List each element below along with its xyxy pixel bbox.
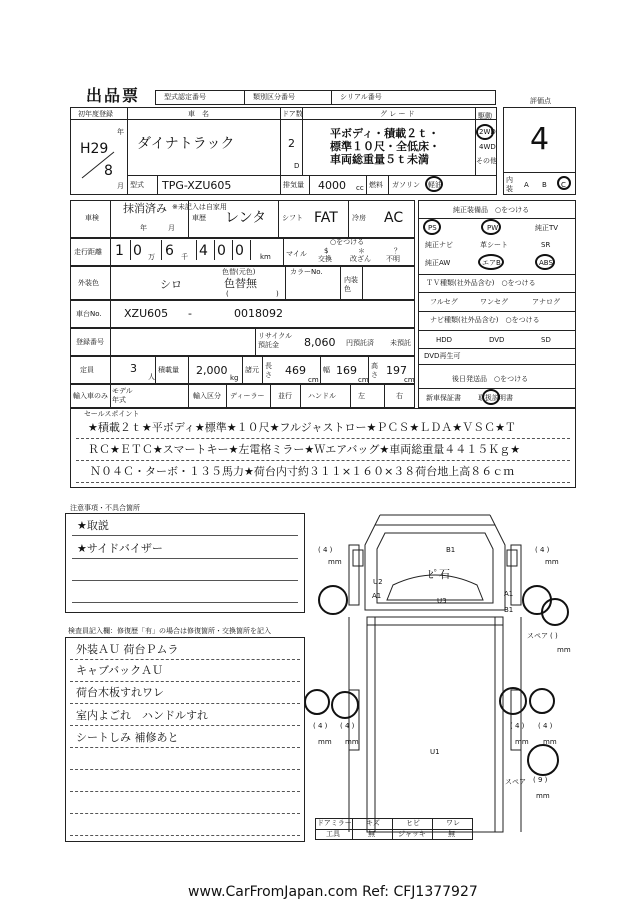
drive-other: その他 [476, 157, 497, 165]
opt-airbag: エアB [482, 259, 501, 267]
odo-digit-5: 0 [217, 243, 226, 259]
diag-b1-right: B1 [504, 606, 514, 614]
reg-label: 登録番号 [76, 338, 104, 346]
sales-line-1: ★積載２ｔ★平ボディ★標準★１０尺★フルジャストロー★ＰＣＳ★ＬＤＡ★ＶＳＣ★Ｔ [88, 421, 516, 434]
handle-label: ハンドル [308, 392, 336, 400]
opt-navi: 純正ナビ [425, 241, 453, 249]
type-num-label: 型式認定番号 [164, 93, 206, 101]
chassis-number: 0018092 [234, 307, 283, 320]
chassis-label: 車台No. [76, 310, 102, 318]
height-unit: cm [404, 376, 415, 384]
shaken-label: 車検 [85, 214, 99, 222]
tire-rl-depth: ( 4 ) [313, 722, 328, 730]
odo-digit-2: 0 [133, 243, 142, 259]
shaken-value: 抹消済み [123, 202, 167, 215]
odo-km: km [260, 253, 271, 261]
tire-fl-mm: mm [328, 558, 342, 566]
diag-b1-top: B1 [446, 546, 456, 554]
first-reg-year: H29 [80, 141, 109, 157]
dims-label: 諸元 [245, 366, 259, 374]
load-unit: kg [230, 374, 239, 382]
diag-u2: U2 [373, 578, 383, 586]
capacity-unit: 人 [148, 373, 155, 381]
diag-a1-left: A1 [372, 592, 382, 600]
sales-points-label: セールスポイント [84, 410, 140, 418]
circle-note: ○をつける [330, 238, 365, 246]
color-value: シロ [160, 278, 182, 291]
shaken-year-unit: 年 [140, 224, 147, 232]
vehicle-name: ダイナトラック [137, 136, 235, 152]
interior-c: C [561, 181, 566, 189]
odo-digit-3: 6 [165, 243, 174, 259]
inspector-item-5: シートしみ 補修あと [76, 731, 179, 744]
tire-rl-mm: mm [318, 738, 332, 746]
grade-label: グ レ ー ド [380, 110, 415, 118]
tv-fullseg: フルセグ [430, 298, 458, 306]
dollar-mark: $ [324, 247, 329, 255]
shift-value: FAT [314, 210, 338, 226]
tv-oneseg: ワンセグ [480, 298, 508, 306]
ac-label: 冷房 [352, 214, 366, 222]
length-unit: cm [308, 376, 319, 384]
mile-label: マイル [286, 250, 307, 258]
odo-man: 万 [148, 253, 155, 261]
legend-h3: ヒビ [406, 819, 420, 827]
opt-tv: 純正TV [535, 224, 559, 232]
tire-rr2-mm: mm [543, 738, 557, 746]
model-year-label: モデル年式 [112, 387, 133, 404]
opt-ps: PS [428, 224, 437, 232]
serial-label: シリアル番号 [340, 93, 382, 101]
inspector-item-1: 外装ＡＵ 荷台Ｐムラ [76, 643, 179, 656]
mileage-label: 走行距離 [74, 248, 102, 256]
tire-rr-mm: mm [515, 738, 529, 746]
drive-label: 駆動 [478, 112, 492, 120]
interior-b: B [542, 181, 547, 189]
dealer-option: ディーラー [230, 392, 265, 400]
spare1-depth: ( ) [550, 632, 558, 640]
opt-sr: SR [541, 241, 551, 249]
legend-h4: ワレ [446, 819, 460, 827]
meter-tamper: 改ざん [350, 255, 371, 263]
notes-title: 注意事項・不具合箇所 [70, 504, 140, 512]
paren-close: ) [276, 290, 279, 298]
navi-type-title: ナビ種類(社外品含む) ○をつける [430, 316, 540, 324]
opt-abs: ABS [539, 259, 553, 267]
history-label: 車歴 [192, 214, 206, 222]
legend-r1: 工具 [326, 830, 340, 838]
load-value: 2,000 [196, 364, 228, 377]
interior-c-circle [557, 176, 571, 190]
grade-line3: 車両総重量５ｔ未満 [330, 153, 429, 166]
handle-left: 左 [358, 392, 365, 400]
load-label: 積載量 [158, 366, 179, 374]
docs-title: 後日発送品 ○をつける [452, 375, 529, 383]
class-num-label: 類別区分番号 [253, 93, 295, 101]
first-reg-label: 初年度登録 [78, 110, 113, 118]
fuel-label: 燃料 [369, 181, 383, 189]
importer-label: 輸入車のみ [73, 392, 108, 400]
drive-2wd: 2WD [479, 128, 496, 136]
rating-box [503, 107, 576, 173]
color-no-label: カラーNo. [290, 268, 323, 276]
width-unit: cm [358, 376, 369, 384]
orig-color-label: 色替(元色) [222, 268, 256, 276]
doc-manual-circle [482, 389, 500, 405]
opt-abs-circle [535, 254, 555, 270]
displacement: 4000 [318, 179, 346, 192]
import-type-label: 輸入区分 [193, 392, 221, 400]
length-value: 469 [285, 364, 306, 377]
name-label: 車 名 [188, 110, 209, 118]
serial-box [331, 90, 496, 105]
model-label: 型式 [130, 181, 144, 189]
diag-pi-ishi: ﾋﾟ石 [428, 568, 450, 581]
legend-h1: ドアミラー [317, 819, 352, 827]
diag-u3: U3 [437, 597, 447, 605]
spare1-label: スペア [527, 632, 548, 640]
tire-rl2-depth: ( 4 ) [340, 722, 355, 730]
footer-url: www.CarFromJapan.com Ref: CFJ1377927 [188, 884, 478, 900]
navi-hdd: HDD [436, 336, 453, 344]
interior-a: A [524, 181, 529, 189]
tire-fr-depth: ( 4 ) [535, 546, 550, 554]
star-mark: ＊ [358, 247, 365, 255]
opt-airbag-circle [478, 254, 504, 270]
dvd-play: DVD再生可 [424, 352, 461, 360]
inspector-item-4: 室内よごれ ハンドルすれ [76, 709, 208, 722]
rating-value: 4 [530, 122, 550, 157]
shift-label: シフト [282, 214, 303, 222]
tire-fl-depth: ( 4 ) [318, 546, 333, 554]
color-label: 外装色 [78, 279, 99, 287]
interior-label: 内装 [506, 176, 513, 193]
recycle-value: 8,060 [304, 336, 336, 349]
odo-digit-6: 0 [235, 243, 244, 259]
inspector-item-3: 荷台木板すれワレ [76, 686, 164, 699]
drive-4wd: 4WD [479, 143, 496, 151]
history-value: レンタ [225, 210, 267, 226]
tv-analog: アナログ [532, 298, 560, 306]
recycle-label: リサイクル預託金 [258, 332, 293, 349]
tire-rl2-mm: mm [345, 738, 359, 746]
orig-color-value: 色替無 [224, 277, 257, 290]
year-unit: 年 [117, 128, 124, 136]
note-item-2: ★サイドバイザー [77, 542, 163, 555]
recycle-unit: 円預託済 [346, 339, 374, 347]
capacity-label: 定員 [80, 366, 94, 374]
fuel-diesel-circle [425, 176, 443, 192]
question-mark: ？ [394, 247, 401, 255]
legend-r3: ジャッキ [398, 830, 426, 838]
opt-ps-circle [423, 219, 441, 235]
opt-pw: PW [487, 224, 499, 232]
truck-diagram [305, 505, 575, 850]
odo-sen: 千 [181, 253, 188, 261]
first-reg-month: 8 [104, 163, 113, 179]
options-title: 純正装備品 ○をつける [453, 206, 530, 214]
model-value: TPG-XZU605 [162, 179, 232, 192]
diag-a1-right: A1 [504, 590, 514, 598]
tire-rr2-depth: ( 4 ) [538, 722, 553, 730]
odo-digit-4: 4 [199, 243, 208, 259]
reg-slash [78, 150, 118, 180]
handle-right: 右 [396, 392, 403, 400]
shaken-month-unit: 月 [168, 224, 175, 232]
drive-2wd-circle [476, 124, 494, 140]
navi-dvd: DVD [489, 336, 505, 344]
opt-pw-circle [481, 219, 501, 235]
height-value: 197 [386, 364, 407, 377]
spare2-mm: mm [536, 792, 550, 800]
class-num-box [244, 90, 332, 105]
chassis-dash: - [188, 307, 192, 320]
tire-rr-depth: ( 4 ) [510, 722, 525, 730]
door-count: 2 [288, 137, 295, 150]
rating-label: 評価点 [530, 97, 551, 105]
legend-h2: キズ [366, 819, 380, 827]
grade-line1: 平ボディ・積載２ｔ・ [330, 127, 440, 140]
type-num-box [155, 90, 245, 105]
door-label: ドア数 [282, 110, 303, 118]
width-label: 幅 [323, 366, 330, 374]
ac-value: AC [384, 210, 404, 226]
width-value: 169 [336, 364, 357, 377]
sales-line-2: ＲＣ★ＥＴＣ★スマートキー★左電格ミラー★Ｗエアバッグ★車両総重量４４１５Ｋｇ★ [88, 443, 521, 456]
inspector-item-2: キャブバックＡＵ [76, 664, 164, 677]
length-label: 長さ [265, 362, 272, 379]
spare1-mm: mm [557, 646, 571, 654]
navi-sd: SD [541, 336, 551, 344]
meter-unknown: 不明 [386, 255, 400, 263]
paren-open: ( [226, 290, 229, 298]
month-unit: 月 [117, 182, 124, 190]
capacity-value: 3 [130, 362, 137, 375]
diag-u1: U1 [430, 748, 440, 756]
sheet-title: 出品票 [86, 86, 141, 105]
fuel-diesel: 軽油 [428, 181, 442, 189]
height-label: 高さ [371, 362, 378, 379]
odo-digit-1: 1 [115, 243, 124, 259]
fuel-gas: ガソリン [392, 181, 420, 189]
disp-label: 排気量 [283, 181, 304, 189]
spare2-depth: ( 9 ) [533, 776, 548, 784]
doc-manual: 取扱説明書 [478, 394, 513, 402]
recycle-unpaid: 未預託 [390, 339, 411, 347]
interior-box [503, 172, 576, 195]
note-item-1: ★取説 [77, 519, 109, 532]
odometer [113, 240, 281, 262]
spare2-label: スペア [505, 778, 526, 786]
grade-line2: 標準１０尺・全低床・ [330, 140, 440, 153]
private-note: ※未記入は自家用 [172, 203, 227, 211]
opt-leather: 革シート [480, 241, 508, 249]
tire-fr-mm: mm [545, 558, 559, 566]
chassis-model: XZU605 [124, 307, 169, 320]
cc-unit: cc [356, 184, 364, 192]
door-d: D [294, 162, 300, 170]
int-color-label: 内装色 [344, 276, 358, 293]
parallel-option: 並行 [278, 392, 292, 400]
tv-type-title: ＴＶ種類(社外品含む) ○をつける [426, 279, 536, 287]
opt-aw: 純正AW [425, 259, 451, 267]
legend-r4: 無 [448, 830, 455, 838]
sales-line-3: Ｎ０４Ｃ・ターボ・１３５馬力★荷台内寸約３１１×１６０×３８荷台地上高８６ｃｍ [90, 465, 515, 478]
inspector-title: 検査員記入欄：修復歴「有」の場合は修復箇所・交換箇所を記入 [68, 627, 271, 635]
doc-warranty: 新車保証書 [426, 394, 461, 402]
legend-r2: 無 [368, 830, 375, 838]
meter-swap: 交換 [318, 255, 332, 263]
